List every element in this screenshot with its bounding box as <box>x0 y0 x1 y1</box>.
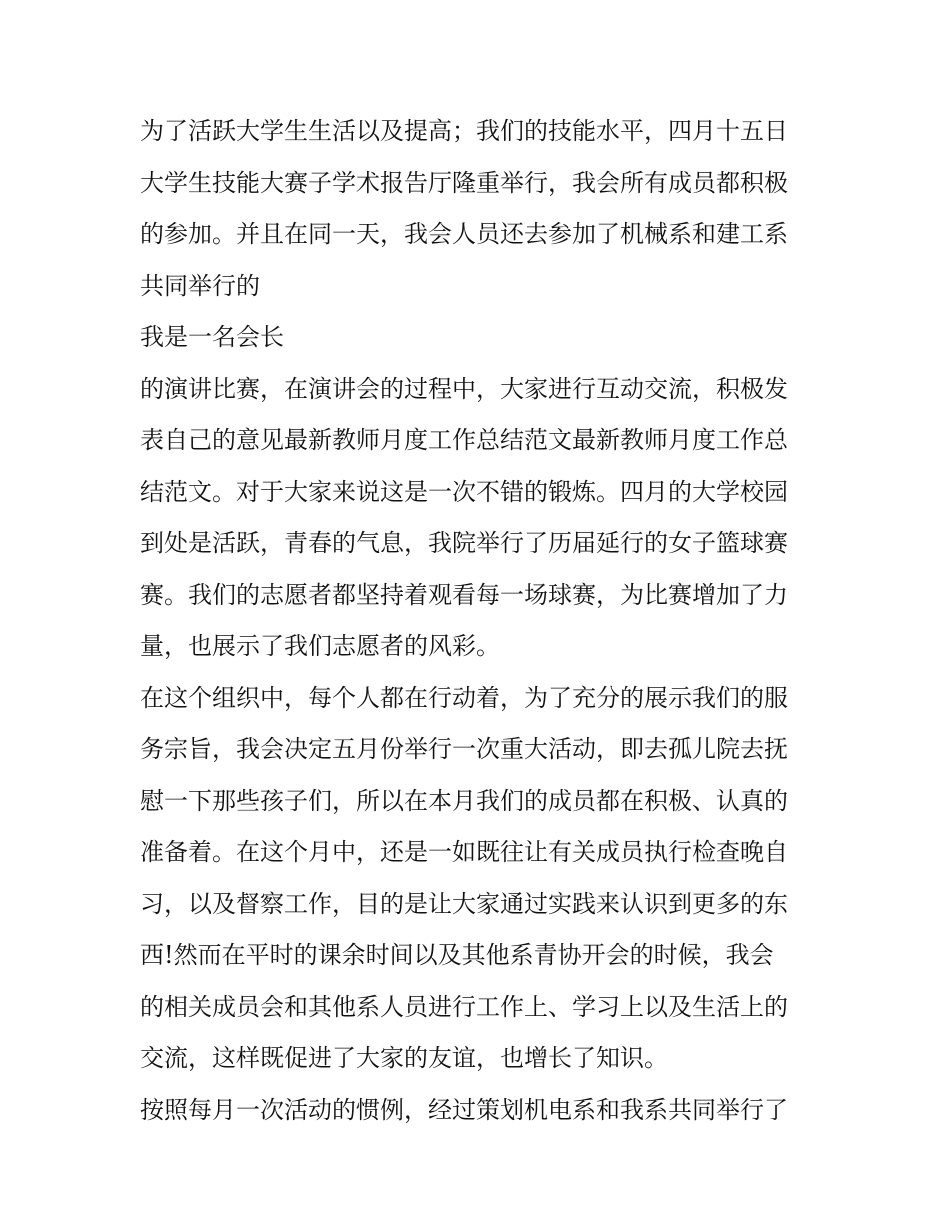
text-line: 为了活跃大学生生活以及提高；我们的技能水平，四月十五日 <box>140 117 788 145</box>
text-line: 我是一名会长 <box>140 323 284 351</box>
text-line: 结范文。对于大家来说这是一次不错的锻炼。四月的大学校园 <box>140 477 788 506</box>
text-line: 的相关成员会和其他系人员进行工作上、学习上以及生活上的 <box>140 992 788 1021</box>
text-line: 准备着。在这个月中，还是一如既往让有关成员执行检查晚自 <box>140 838 788 866</box>
text-line: 量，也展示了我们志愿者的风彩。 <box>140 632 500 660</box>
text-line: 习，以及督察工作，目的是让大家通过实践来认识到更多的东 <box>140 889 788 918</box>
text-line: 交流，这样既促进了大家的友谊，也增长了知识。 <box>140 1044 668 1072</box>
text-line: 表自己的意见最新教师月度工作总结范文最新教师月度工作总 <box>140 426 788 454</box>
text-line: 大学生技能大赛子学术报告厅隆重举行，我会所有成员都积极 <box>140 168 788 197</box>
text-line: 按照每月一次活动的惯例，经过策划机电系和我系共同举行了 <box>140 1095 788 1124</box>
text-line: 务宗旨，我会决定五月份举行一次重大活动，即去孤儿院去抚 <box>140 735 788 763</box>
text-line: 赛。我们的志愿者都坚持着观看每一场球赛，为比赛增加了力 <box>140 580 788 609</box>
text-line: 的演讲比赛，在演讲会的过程中，大家进行互动交流，积极发 <box>140 374 788 403</box>
text-line: 在这个组织中，每个人都在行动着，为了充分的展示我们的服 <box>140 683 788 712</box>
text-line: 西!然而在平时的课余时间以及其他系青协开会的时候，我会 <box>140 941 774 969</box>
text-line: 的参加。并且在同一天，我会人员还去参加了机械系和建工系 <box>140 220 788 248</box>
text-line: 到处是活跃，青春的气息，我院举行了历届延行的女子篮球赛 <box>140 529 788 557</box>
text-line: 共同举行的 <box>140 271 260 300</box>
document-body <box>140 106 810 1136</box>
text-line: 慰一下那些孩子们，所以在本月我们的成员都在积极、认真的 <box>140 786 788 815</box>
